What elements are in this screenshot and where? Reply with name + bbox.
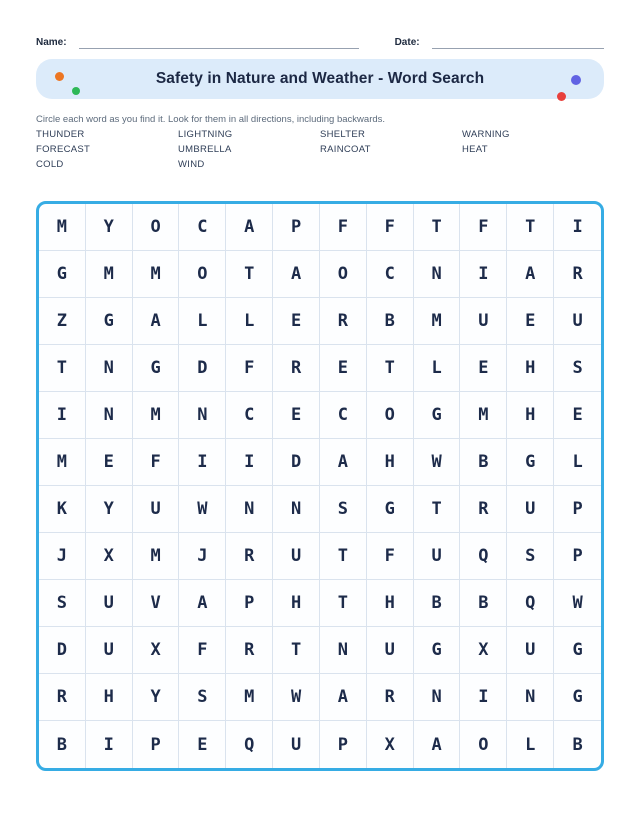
grid-cell: F xyxy=(320,204,367,251)
grid-cell: M xyxy=(414,298,461,345)
grid-cell: O xyxy=(133,204,180,251)
grid-cell: Y xyxy=(133,674,180,721)
grid-cell: L xyxy=(179,298,226,345)
word-list-item: COLD xyxy=(36,159,64,170)
decor-dot-green xyxy=(72,87,80,95)
word-list xyxy=(36,130,604,170)
word-list-item: WIND xyxy=(178,159,205,170)
grid-cell: S xyxy=(39,580,86,627)
grid-cell: L xyxy=(507,721,554,768)
grid-cell: A xyxy=(507,251,554,298)
grid-cell: E xyxy=(273,298,320,345)
grid-cell: N xyxy=(86,345,133,392)
grid-cell: C xyxy=(367,251,414,298)
grid-cell: U xyxy=(507,486,554,533)
grid-cell: E xyxy=(320,345,367,392)
grid-cell: F xyxy=(460,204,507,251)
word-search-grid xyxy=(36,201,604,771)
grid-cell: L xyxy=(226,298,273,345)
grid-cell: O xyxy=(460,721,507,768)
grid-cell: A xyxy=(320,439,367,486)
grid-cell: G xyxy=(86,298,133,345)
grid-cell: M xyxy=(133,533,180,580)
grid-cell: R xyxy=(39,674,86,721)
grid-cell: D xyxy=(273,439,320,486)
grid-cell: H xyxy=(367,580,414,627)
grid-cell: I xyxy=(39,392,86,439)
grid-cell: N xyxy=(273,486,320,533)
grid-cell: G xyxy=(414,392,461,439)
grid-cell: T xyxy=(320,533,367,580)
grid-cell: M xyxy=(39,439,86,486)
grid-cell: A xyxy=(226,204,273,251)
grid-cell: B xyxy=(367,298,414,345)
date-label: Date: xyxy=(394,37,420,48)
grid-cell: Y xyxy=(86,486,133,533)
grid-cell: H xyxy=(273,580,320,627)
grid-cell: M xyxy=(460,392,507,439)
grid-cell: G xyxy=(414,627,461,674)
grid-cell: W xyxy=(273,674,320,721)
page-title: Safety in Nature and Weather - Word Search xyxy=(155,70,485,87)
word-list-item: LIGHTNING xyxy=(178,129,233,140)
grid-cell: E xyxy=(273,392,320,439)
grid-cell: S xyxy=(507,533,554,580)
name-date-row xyxy=(36,33,604,49)
grid-cell: A xyxy=(179,580,226,627)
grid-cell: U xyxy=(273,721,320,768)
grid-cell: U xyxy=(414,533,461,580)
instructions-text: Circle each word as you find it. Look for them in all directions, including backwards. xyxy=(36,114,386,125)
decor-dot-orange xyxy=(55,72,64,81)
grid-cell: T xyxy=(39,345,86,392)
date-fill-in-line xyxy=(432,35,604,49)
grid-cell: G xyxy=(554,674,601,721)
grid-cell: M xyxy=(39,204,86,251)
grid-cell: T xyxy=(367,345,414,392)
grid-cell: S xyxy=(554,345,601,392)
grid-cell: Q xyxy=(507,580,554,627)
grid-cell: D xyxy=(39,627,86,674)
grid-cell: J xyxy=(39,533,86,580)
grid-cell: C xyxy=(226,392,273,439)
grid-cell: E xyxy=(554,392,601,439)
grid-cell: F xyxy=(367,204,414,251)
grid-cell: O xyxy=(320,251,367,298)
grid-cell: I xyxy=(86,721,133,768)
name-fill-in-line xyxy=(79,35,359,49)
grid-cell: R xyxy=(226,627,273,674)
grid-cell: U xyxy=(554,298,601,345)
grid-cell: T xyxy=(273,627,320,674)
grid-cell: H xyxy=(507,345,554,392)
grid-cell: I xyxy=(460,251,507,298)
grid-cell: M xyxy=(133,392,180,439)
word-list-item: FORECAST xyxy=(36,144,91,155)
word-list-item: HEAT xyxy=(462,144,488,155)
decor-dot-red xyxy=(557,92,566,101)
grid-cell: Y xyxy=(86,204,133,251)
grid-cell: I xyxy=(460,674,507,721)
grid-cell: X xyxy=(367,721,414,768)
grid-cell: I xyxy=(179,439,226,486)
grid-cell: W xyxy=(179,486,226,533)
grid-cell: T xyxy=(507,204,554,251)
grid-cell: X xyxy=(133,627,180,674)
grid-cell: B xyxy=(460,439,507,486)
grid-cell: F xyxy=(179,627,226,674)
grid-cell: E xyxy=(460,345,507,392)
grid-cell: R xyxy=(367,674,414,721)
grid-cell: P xyxy=(226,580,273,627)
grid-cell: D xyxy=(179,345,226,392)
grid-cell: R xyxy=(460,486,507,533)
grid-cell: N xyxy=(179,392,226,439)
grid-cell: L xyxy=(554,439,601,486)
grid-cell: H xyxy=(86,674,133,721)
grid-cell: C xyxy=(179,204,226,251)
grid-cell: I xyxy=(226,439,273,486)
grid-cell: A xyxy=(273,251,320,298)
grid-cell: R xyxy=(273,345,320,392)
grid-cell: U xyxy=(367,627,414,674)
grid-cell: U xyxy=(273,533,320,580)
grid-cell: T xyxy=(320,580,367,627)
grid-cell: G xyxy=(554,627,601,674)
grid-cell: F xyxy=(133,439,180,486)
grid-cell: E xyxy=(179,721,226,768)
grid-cell: T xyxy=(414,486,461,533)
grid-cell: N xyxy=(226,486,273,533)
grid-cell: H xyxy=(507,392,554,439)
grid-cell: X xyxy=(86,533,133,580)
grid-cell: O xyxy=(367,392,414,439)
grid-cell: P xyxy=(273,204,320,251)
grid-cell: N xyxy=(507,674,554,721)
grid-cell: W xyxy=(554,580,601,627)
word-list-item: SHELTER xyxy=(320,129,366,140)
decor-dot-indigo xyxy=(571,75,581,85)
grid-cell: I xyxy=(554,204,601,251)
grid-cell: B xyxy=(414,580,461,627)
grid-cell: O xyxy=(179,251,226,298)
grid-cell: G xyxy=(367,486,414,533)
grid-cell: T xyxy=(226,251,273,298)
grid-cell: Q xyxy=(460,533,507,580)
grid-cell: R xyxy=(226,533,273,580)
grid-cell: T xyxy=(414,204,461,251)
grid-cell: G xyxy=(507,439,554,486)
grid-cell: N xyxy=(320,627,367,674)
name-label: Name: xyxy=(36,37,67,48)
grid-cell: U xyxy=(507,627,554,674)
grid-cell: E xyxy=(86,439,133,486)
grid-cell: R xyxy=(554,251,601,298)
grid-cell: B xyxy=(39,721,86,768)
grid-cell: R xyxy=(320,298,367,345)
word-list-item: WARNING xyxy=(462,129,510,140)
grid-cell: H xyxy=(367,439,414,486)
grid-cell: M xyxy=(86,251,133,298)
grid-cell: P xyxy=(133,721,180,768)
grid-cell: P xyxy=(554,533,601,580)
grid-cell: P xyxy=(554,486,601,533)
grid-cell: W xyxy=(414,439,461,486)
grid-cell: X xyxy=(460,627,507,674)
grid-cell: F xyxy=(226,345,273,392)
word-list-item: RAINCOAT xyxy=(320,144,371,155)
grid-cell: B xyxy=(460,580,507,627)
grid-cell: A xyxy=(414,721,461,768)
grid-cell: C xyxy=(320,392,367,439)
grid-cell: A xyxy=(133,298,180,345)
grid-cell: N xyxy=(414,674,461,721)
grid-cell: J xyxy=(179,533,226,580)
grid-cell: S xyxy=(320,486,367,533)
grid-cell: N xyxy=(414,251,461,298)
grid-cell: U xyxy=(86,580,133,627)
title-banner xyxy=(36,59,604,99)
grid-cell: Q xyxy=(226,721,273,768)
grid-cell: M xyxy=(226,674,273,721)
grid-cell: E xyxy=(507,298,554,345)
grid-cell: S xyxy=(179,674,226,721)
grid-cell: B xyxy=(572,734,583,755)
grid-cell: K xyxy=(39,486,86,533)
grid-cell: A xyxy=(320,674,367,721)
grid-cell: U xyxy=(460,298,507,345)
worksheet-page xyxy=(36,0,604,771)
word-list-item: UMBRELLA xyxy=(178,144,232,155)
grid-cell: P xyxy=(320,721,367,768)
grid-cell: N xyxy=(86,392,133,439)
grid-cell: F xyxy=(367,533,414,580)
grid-cell: U xyxy=(133,486,180,533)
grid-cell: V xyxy=(133,580,180,627)
grid-cell: U xyxy=(86,627,133,674)
word-list-item: THUNDER xyxy=(36,129,85,140)
grid-cell: G xyxy=(133,345,180,392)
grid-cell: L xyxy=(414,345,461,392)
grid-cell: M xyxy=(133,251,180,298)
grid-cell: G xyxy=(39,251,86,298)
grid-cell: Z xyxy=(39,298,86,345)
